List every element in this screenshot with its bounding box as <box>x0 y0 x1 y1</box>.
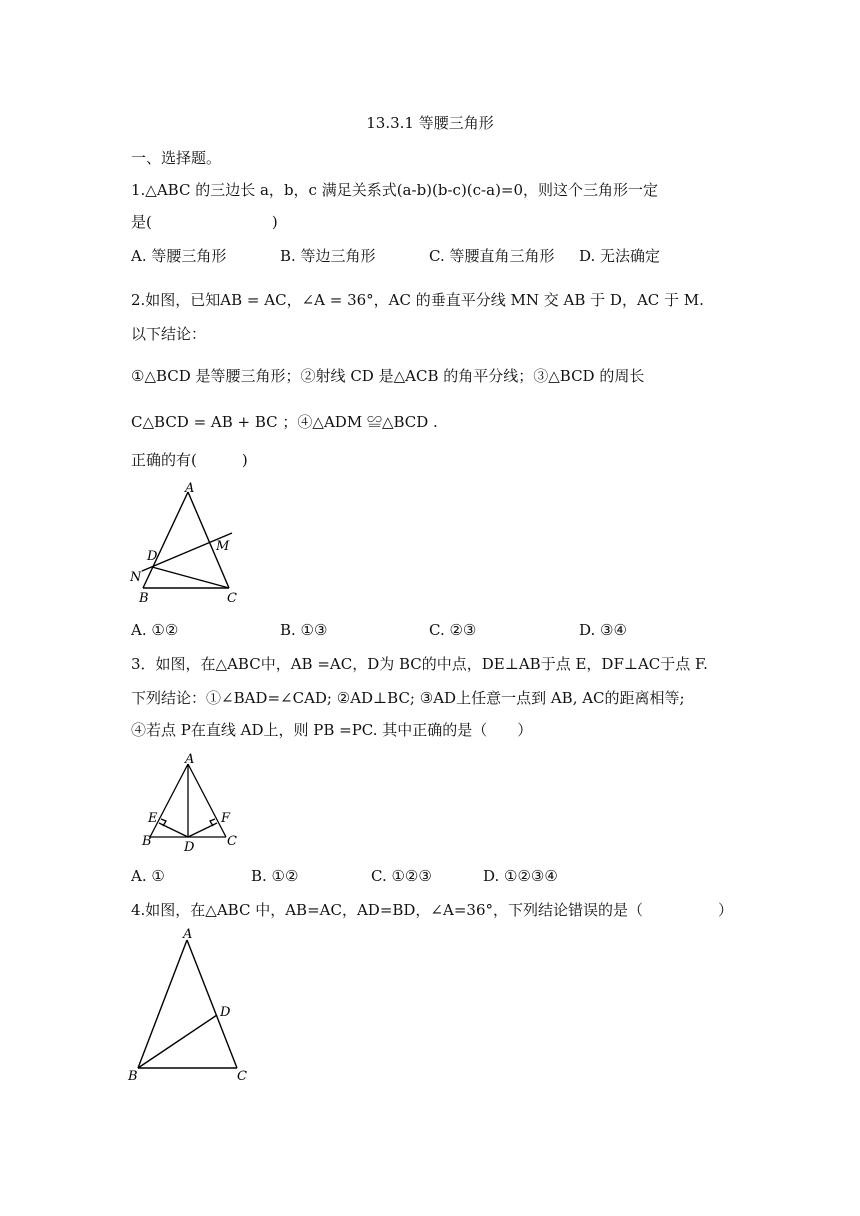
q2-label-n: N <box>130 570 142 585</box>
q3-stem-line2: 下列结论：①∠BAD=∠CAD; ②AD⊥BC; ③AD上任意一点到 AB, AC的距离相等; <box>131 689 685 707</box>
q2-label-a: A <box>185 481 195 496</box>
q3-label-c: C <box>227 834 237 849</box>
q3-label-d: D <box>184 840 195 852</box>
q1-option-b: B. 等边三角形 <box>280 247 376 265</box>
q3-label-e: E <box>148 811 158 826</box>
section-heading: 一、选择题。 <box>131 149 222 167</box>
q3-stem-line3: ④若点 P在直线 AD上，则 PB =PC. 其中正确的是（ ） <box>131 721 533 739</box>
q1-stem-line1: 1.△ABC 的三边长 a，b，c 满足关系式(a-b)(b-c)(c-a)=0，则这个三角形一定 <box>131 181 659 199</box>
q2-answer-prompt: 正确的有( ) <box>131 451 248 469</box>
q2-label-c: C <box>227 591 237 606</box>
q3-option-a: A. ① <box>131 867 165 885</box>
q3-figure <box>128 752 248 852</box>
q1-option-a: A. 等腰三角形 <box>131 247 227 265</box>
q4-stem-line1: 4.如图，在△ABC 中，AB=AC，AD=BD，∠A=36°，下列结论错误的是（ ） <box>131 901 733 919</box>
q2-option-d: D. ③④ <box>579 621 627 639</box>
q4-label-a: A <box>183 927 193 942</box>
q3-option-b: B. ①② <box>251 867 299 885</box>
q3-label-a: A <box>185 752 195 767</box>
q2-stem-line1: 2.如图，已知AB = AC，∠A = 36°，AC 的垂直平分线 MN 交 AB 于 D，AC 于 M. <box>131 291 704 309</box>
q2-label-d: D <box>147 549 158 564</box>
q4-label-b: B <box>128 1069 138 1084</box>
q2-conclusions-line2: C△BCD = AB + BC ；④△ADM ≌△BCD . <box>131 413 438 431</box>
q1-option-d: D. 无法确定 <box>579 247 661 265</box>
q3-label-b: B <box>142 834 152 849</box>
q2-option-a: A. ①② <box>131 621 179 639</box>
page-title: 13.3.1 等腰三角形 <box>366 114 494 132</box>
q4-label-d: D <box>220 1005 231 1020</box>
q2-option-c: C. ②③ <box>429 621 477 639</box>
q2-stem-line2: 以下结论： <box>131 325 207 343</box>
q1-option-c: C. 等腰直角三角形 <box>429 247 555 265</box>
q4-figure <box>126 926 256 1084</box>
q3-label-f: F <box>221 811 231 826</box>
q2-figure <box>128 480 258 608</box>
q4-label-c: C <box>237 1069 247 1084</box>
q3-option-c: C. ①②③ <box>371 867 432 885</box>
q2-conclusions-line1: ①△BCD 是等腰三角形；②射线 CD 是△ACB 的角平分线；③△BCD 的周长 <box>131 367 645 385</box>
q3-stem-line1: 3．如图，在△ABC中，AB =AC，D为 BC的中点，DE⊥AB于点 E，DF⊥AC于点 F. <box>131 655 708 673</box>
q2-option-b: B. ①③ <box>280 621 328 639</box>
q2-label-m: M <box>216 539 230 554</box>
q1-stem-line2: 是( ) <box>131 213 278 231</box>
q3-option-d: D. ①②③④ <box>483 867 558 885</box>
q2-label-b: B <box>139 591 149 606</box>
